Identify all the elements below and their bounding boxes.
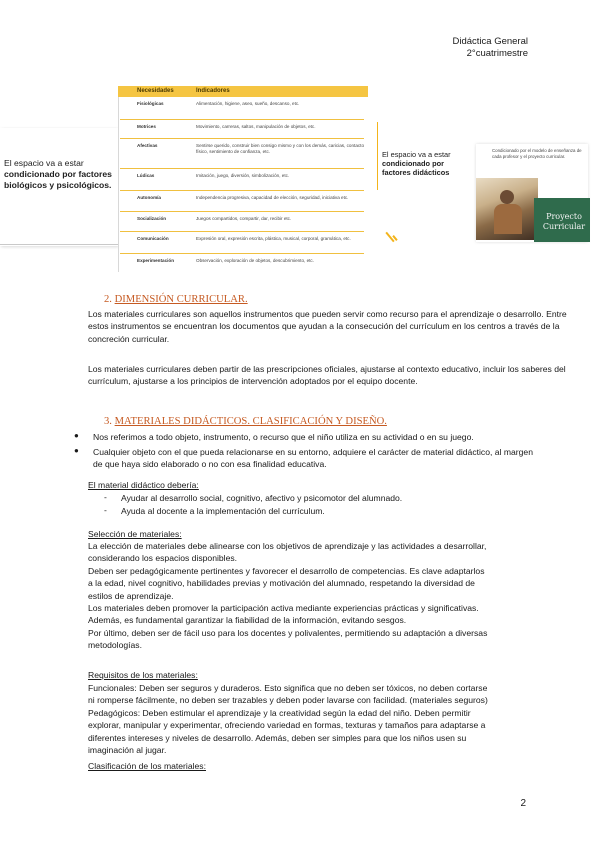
requisitos-line: ni romperse fácilmente, no deben ser trazables y deben poder lavarse con facilidad. (materiales seguros) — [88, 695, 488, 706]
slide-left-bold: condicionado por factores biológicos y psicológicos. — [4, 169, 112, 190]
seleccion-line: Por último, deben ser de fácil uso para los docentes y polivalentes, permitiendo su adaptación a diversas — [88, 627, 488, 638]
section2-heading — [104, 294, 248, 305]
table-cell-need: Comunicación — [137, 236, 169, 241]
seleccion-line: Deben ser pedagógicamente pertinentes y favorecer el desarrollo de competencias. Es clave adaptarlos — [88, 565, 485, 576]
table-cell-need: Fisiológicas — [137, 101, 164, 106]
section2-title: DIMENSIÓN CURRICULAR. — [114, 294, 248, 305]
table-divider — [120, 168, 364, 169]
seleccion-line: considerando los espacios disponibles. — [88, 553, 238, 564]
requisitos-line: diferentes intereses y niveles de desarrollo. Además, deben ser simples para que los niños usen su — [88, 732, 467, 743]
bullet-item: Cualquier objeto con el que pueda relacionarse en su entorno, adquiere el carácter de material didáctico, al margen de que haya sido elaborado o no con esa finalidad educativa. — [93, 447, 533, 470]
requisitos-title: Requisitos de los materiales: — [88, 670, 198, 680]
requisitos-line: Funcionales: Deben ser seguros y duraderos. Esto significa que no deben ser tóxicos, no deben cortarse — [88, 683, 488, 693]
table-cell-indicator: Imitación, juego, diversión, simbolización, etc. — [196, 173, 290, 178]
section2-paragraph-1: Los materiales curriculares son aquellos instrumentos que pueden servir como recurso para el aprendizaje o desarrollo. Entre estos instrumentos se encuentran los documentos que ayudan a la consecución del currículum en los centros a través de la concreción curricular. — [88, 309, 567, 344]
table-cell-indicator: Juegos compartidos, compartir, dar, recibir etc. — [196, 216, 292, 221]
table-cell-indicator: Expresión oral, expresión escrita, plástica, musical, corporal, gramática, etc. — [196, 236, 351, 241]
course-name: Didáctica General — [452, 36, 528, 47]
requisitos-line: imaginación al jugar. — [88, 745, 167, 756]
needs-table — [118, 86, 377, 272]
slide-right-bold: condicionado por factores didácticos — [382, 159, 450, 177]
bullet-icon: ● — [74, 431, 79, 440]
table-cell-need: Autonomía — [137, 195, 161, 200]
seleccion-text — [88, 540, 568, 652]
requisitos-line: Pedagógicos: Deben estimular el aprendizaje y la creatividad según la edad del niño. Deben permitir — [88, 707, 471, 718]
seleccion-title: Selección de materiales: — [88, 529, 182, 539]
requisitos-text — [88, 682, 568, 756]
table-divider — [120, 253, 364, 254]
dash-marker: - — [104, 492, 107, 502]
table-head-needs: Necesidades — [137, 88, 174, 94]
seleccion-line: Los materiales deben promover la participación activa mediante experiencias prácticas y significativas. — [88, 603, 479, 614]
table-head-indicators: Indicadores — [196, 88, 230, 94]
table-cell-need: Socialización — [137, 216, 167, 221]
table-cell-indicator: Movimiento, carreras, saltos, manipulación de objetos, etc. — [196, 124, 316, 129]
requisitos-line: explorar, manipular y experimentar, ofreciendo variedad en formas, texturas y tamaños para adaptarse a — [88, 720, 486, 731]
dash-marker: - — [104, 505, 107, 515]
seleccion-line: a la edad, nivel cognitivo, habilidades previas y motivación del alumnado, respetando la diversidad de — [88, 578, 475, 589]
seleccion-line: Además, es fundamental garantizar la fiabilidad de la información, evitando sesgos. — [88, 615, 407, 626]
table-divider — [120, 190, 364, 191]
photo-figure-head — [500, 190, 514, 204]
section3-heading — [104, 416, 387, 427]
clasificacion-title: Clasificación de los materiales: — [88, 761, 206, 771]
table-cell-need: Motrices — [137, 124, 156, 129]
table-divider — [120, 211, 364, 212]
table-divider — [120, 138, 364, 139]
slide-left-line1: El espacio va a estar — [4, 158, 84, 168]
table-cell-indicator: Alimentación, higiene, aseo, sueño, descanso, etc. — [196, 101, 300, 106]
slide-right-line1: El espacio va a estar — [382, 150, 451, 159]
page-number: 2 — [520, 798, 526, 809]
section3-number: 3. — [104, 416, 112, 427]
table-cell-indicator: Independencia progresiva, capacidad de elección, seguridad, iniciativa etc. — [196, 195, 349, 200]
table-cell-indicator: Observación, exploración de objetos, descubrimiento, etc. — [196, 258, 314, 263]
table-cell-need: Experimentación — [137, 258, 175, 263]
table-divider — [120, 231, 364, 232]
slide-left-text — [0, 158, 120, 191]
bullet-icon: ● — [74, 446, 79, 455]
deberia-title: El material didáctico debería: — [88, 480, 199, 490]
deberia-item: Ayuda al docente a la implementación del currículum. — [121, 506, 325, 516]
table-cell-indicator: Sentirse querido, construir bien consigo mismo y con los demás, caricias, contacto físico, sentimiento de confianza, etc. — [196, 143, 365, 154]
bullet-item: Nos referimos a todo objeto, instrumento, o recurso que el niño utiliza en su actividad o en su juego. — [93, 432, 474, 442]
seleccion-line: La elección de materiales debe alinearse con los objetivos de aprendizaje y las actividades a desarrollar, — [88, 541, 487, 551]
deberia-item: Ayudar al desarrollo social, cognitivo, afectivo y psicomotor del alumnado. — [121, 493, 403, 503]
photo-figure-body — [494, 204, 522, 234]
table-cell-need: Afectivas — [137, 143, 158, 148]
chalkboard-label: Proyecto Curricular — [542, 212, 586, 231]
slide-right-text — [382, 150, 464, 177]
needs-table-header — [118, 86, 368, 97]
section3-title: MATERIALES DIDÁCTICOS. CLASIFICACIÓN Y DISEÑO. — [114, 416, 387, 427]
table-cell-need: Lúdicas — [137, 173, 155, 178]
photo-caption: Condicionado por el modelo de enseñanza de cada profesor y el proyecto curricular. — [492, 148, 582, 159]
seleccion-line: estilos de aprendizaje. — [88, 590, 174, 601]
table-divider — [120, 119, 364, 120]
seleccion-line: metodologías. — [88, 640, 142, 651]
section2-number: 2. — [104, 294, 112, 305]
section2-paragraph-2: Los materiales curriculares deben partir de las prescripciones oficiales, ajustarse al contexto educativo, incluir los saberes del currículum, ajustarse a los principios de intervención adoptados por el equipo docente. — [88, 364, 566, 387]
term-label: 2°cuatrimestre — [466, 48, 528, 59]
